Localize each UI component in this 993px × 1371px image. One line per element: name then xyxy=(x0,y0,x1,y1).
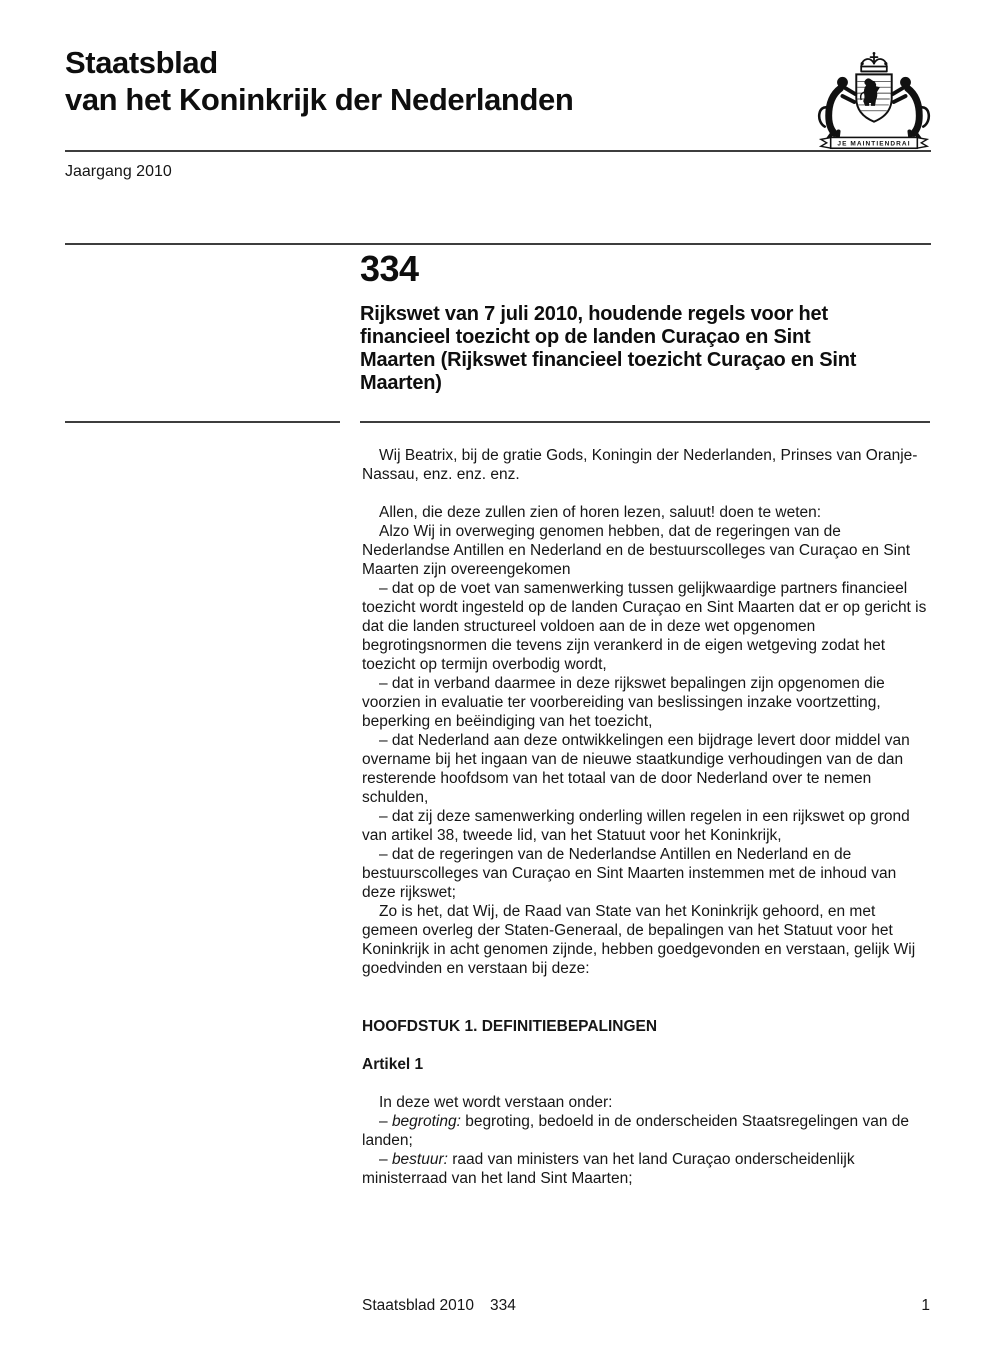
supporter-lion-icon xyxy=(819,77,855,140)
dash: – xyxy=(379,1151,392,1168)
footer-publication: Staatsblad 2010 xyxy=(362,1297,475,1314)
section-divider xyxy=(65,243,931,245)
footer-act-number: 334 xyxy=(490,1297,516,1314)
preamble-paragraph: Allen, die deze zullen zien of horen lezen, saluut! doen te weten: xyxy=(379,504,822,521)
page-number: 1 xyxy=(921,1297,930,1314)
preamble-paragraph: – dat in verband daarmee in deze rijkswet bepalingen zijn opgenomen die voorzien in evaluatie ter voorbereiding van beslissingen inzake voortzetting, beperking en beëindiging van het toezicht, xyxy=(362,675,885,730)
royal-coat-of-arms-icon xyxy=(810,50,938,150)
page-footer xyxy=(362,1297,930,1315)
header-divider xyxy=(65,150,931,152)
article-heading: Artikel 1 xyxy=(362,1056,424,1073)
act-title: Rijkswet van 7 juli 2010, houdende regels voor het financieel toezicht op de landen Curaçao en Sint Maarten (Rijkswet financieel toezicht Curaçao en Sint Maarten) xyxy=(360,303,857,394)
definitions-intro: In deze wet wordt verstaan onder: xyxy=(379,1094,613,1111)
masthead-line-1: Staatsblad xyxy=(65,45,218,80)
preamble-paragraph: – dat op de voet van samenwerking tussen gelijkwaardige partners financieel toezicht wordt ingesteld op de landen Curaçao en Sint Maarten dat er op gericht is dat die landen structureel voldoen aan de in deze wet opgenomen begrotingsnormen die tevens zijn verankerd in de eigen wetgeving zodat het toezicht op termijn overbodig wordt, xyxy=(362,580,927,673)
preamble-paragraph: – dat Nederland aan deze ontwikkelingen een bijdrage levert door middel van overname bij het ingaan van de nieuwe staatkundige verhoudingen van de dan resterende hoofdsom van het totaal van de door Nederland over te nemen schulden, xyxy=(362,732,910,806)
preamble-paragraph: – dat de regeringen van de Nederlandse Antillen en Nederland en de bestuurscolleges van Curaçao en Sint Maarten instemmen met de inhoud van deze rijkswet; xyxy=(362,846,897,901)
body-divider xyxy=(360,421,930,423)
chapter-heading: HOOFDSTUK 1. DEFINITIEBEPALINGEN xyxy=(362,1018,658,1035)
coat-of-arms xyxy=(810,50,938,150)
masthead-line-2: van het Koninkrijk der Nederlanden xyxy=(65,82,574,117)
margin-divider xyxy=(65,421,340,423)
dash: – xyxy=(379,1113,392,1130)
act-number: 334 xyxy=(360,248,419,289)
definition-text: raad van ministers van het land Curaçao onderscheidenlijk ministerraad van het land Sint Maarten; xyxy=(362,1151,855,1187)
act-body xyxy=(362,446,928,1188)
preamble-paragraph: – dat zij deze samenwerking onderling willen regelen in een rijkswet op grond van artikel 38, tweede lid, van het Statuut voor het Koninkrijk, xyxy=(362,808,910,844)
footer-left xyxy=(362,1297,516,1315)
preamble-paragraph: Zo is het, dat Wij, de Raad van State van het Koninkrijk gehoord, en met gemeen overleg der Staten-Generaal, de bepalingen van het Statuut voor het Koninkrijk in acht genomen zijnde, hebben goedgevonden en verstaan, gelijk Wij goedvinden en verstaan bij deze: xyxy=(362,903,916,977)
coat-of-arms-motto: JE MAINTIENDRAI xyxy=(837,140,911,148)
definition-item xyxy=(362,1112,928,1150)
defined-term: begroting: xyxy=(391,1113,461,1130)
masthead-title xyxy=(65,44,573,118)
defined-term: bestuur: xyxy=(391,1151,448,1168)
jaargang-label: Jaargang 2010 xyxy=(65,163,172,180)
preamble-paragraph: Wij Beatrix, bij de gratie Gods, Koningin der Nederlanden, Prinses van Oranje-Nassau, enz. enz. enz. xyxy=(362,447,918,483)
definition-item xyxy=(362,1150,928,1188)
preamble-paragraph: Alzo Wij in overweging genomen hebben, dat de regeringen van de Nederlandse Antillen en Nederland en de bestuurscolleges van Curaçao en Sint Maarten zijn overeengekomen xyxy=(362,523,911,578)
definition-text: begroting, bedoeld in de onderscheiden Staatsregelingen van de landen; xyxy=(362,1113,910,1149)
